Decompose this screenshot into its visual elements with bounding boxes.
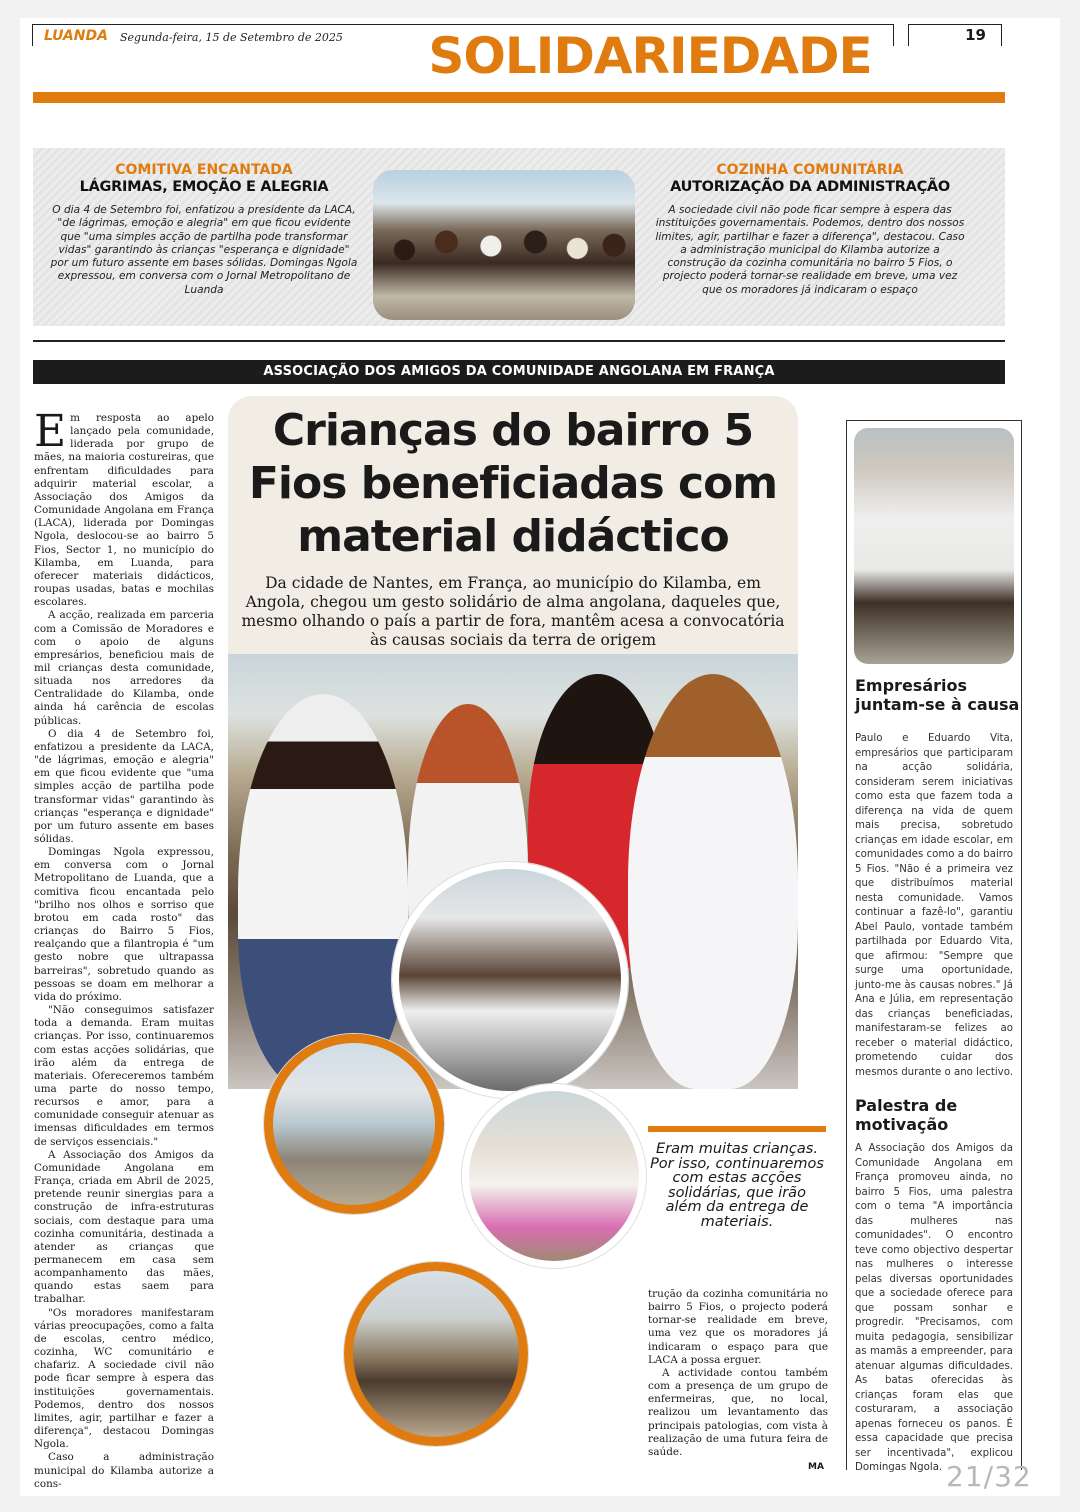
author-signature: MA	[808, 1462, 824, 1472]
article-paragraph: Caso a administração municipal do Kilamba autorize a cons-	[34, 1451, 214, 1490]
section-rule	[33, 340, 1005, 342]
sidebar-photo	[854, 428, 1014, 664]
article-paragraph: O dia 4 de Setembro foi, enfatizou a presidente da LACA, "de lágrimas, emoção e alegria" em que ficou evidente que "uma simples acção de partilha pode transformar vidas" garantindo às crianças "esperança e dignidade" por um futuro assente em bases sólidas.	[34, 727, 214, 845]
article-paragraph: A actividade contou também com a presença de um grupo de enfermeiras, que, no local, realizou um levantamento das principais patologias, com vista à realização de uma futura feira de saúde.	[648, 1366, 828, 1458]
article-paragraph: trução da cozinha comunitária no bairro 5 Fios, o projecto poderá tornar-se realidade em breve, uma vez que os moradores já indicaram o espaço para que LACA a possa erguer.	[648, 1288, 828, 1366]
circle-photo-banner	[264, 1034, 444, 1214]
teaser-body: A sociedade civil não pode ficar sempre à espera das instituições governamentais. Podemos, dentro dos nossos limites, agir, partilhar e fazer a diferença", destacou. Caso a administração municipal do Kilamba autorize a construção da cozinha comunitária no bairro 5 Fios, o projecto poderá tornar-se realidade em breve, uma vez que os moradores já indicaram o espaço	[655, 204, 965, 296]
section-bar: ASSOCIAÇÃO DOS AMIGOS DA COMUNIDADE ANGOLANA EM FRANÇA	[33, 360, 1005, 384]
dropcap: E	[34, 406, 67, 457]
teaser-right	[655, 162, 965, 297]
article-lead: Da cidade de Nantes, em França, ao município do Kilamba, em Angola, chegou um gesto solidário de alma angolana, daqueles que, mesmo olhando o país a partir de fora, mantêm acesa a convocatória às causas sociais da terra de origem	[241, 574, 785, 649]
pull-quote: Eram muitas crianças. Por isso, continuaremos com estas acções solidárias, que irão além da entrega de materiais.	[650, 1141, 824, 1230]
article-column-left	[34, 406, 214, 1490]
header-accent-bar	[33, 92, 1005, 103]
sidebar-body: Paulo e Eduardo Vita, empresários que participaram na acção solidária, consideram serem iniciativas como esta que fazem toda a diferença na vida de quem mais precisa, sobretudo crianças em idade escolar, em comunidades como a do bairro 5 Fios. "Não é a primeira vez que distribuímos material nesta comunidade. Vamos continuar a fazê-lo", garantiu Abel Paulo, vontade também partilhada por Eduardo Vita, que afirmou: "Sempre que surge uma oportunidade, junto-me às causas nobres." Já Ana e Júlia, em representação das crianças beneficiadas, manifestaram-se felizes ao receber o material didáctico, prometendo cuidar dos mesmos durante o ano lectivo.	[855, 733, 1014, 1078]
article-paragraph: A acção, realizada em parceria com a Comissão de Moradores e com o apoio de alguns empresários, beneficiou mais de mil crianças desta comunidade, situada nos arredores da Centralidade do Kilamba, onde ainda há carência de escolas públicas.	[34, 609, 214, 727]
article-paragraph: "Não conseguimos satisfazer toda a demanda. Eram muitas crianças. Por isso, continuaremos com estas acções solidárias, que irão além da entrega de materiais. Ofereceremos também uma parte do nosso tempo, recursos e amor, para a comunidade conseguir atenuar as imensas dificuldades em termos de serviços essenciais."	[34, 1004, 214, 1148]
article-paragraph: Domingas Ngola expressou, em conversa com o Jornal Metropolitano de Luanda, que a comitiva ficou encantada pelo "brilho nos olhos e sorriso que brotou em cada rosto" das crianças do Bairro 5 Fios, realçando que a filantropia é "um gesto nobre que ultrapassa barreiras", sobretudo quando as pessoas se doam em melhorar a vida do próximo.	[34, 846, 214, 1003]
teaser-kicker: COZINHA COMUNITÁRIA	[716, 162, 904, 178]
section-title: SOLIDARIEDADE	[428, 27, 872, 85]
teaser-group-photo	[373, 170, 635, 320]
circle-photo-crowd	[344, 1262, 528, 1446]
sidebar-body: A Associação dos Amigos da Comunidade Angolana em França promoveu ainda, no bairro 5 Fios, uma palestra com o tema "A importância das mulheres nas comunidades". O encontro teve como objectivo despertar nas mulheres o interesse pelas diversas oportunidades que a sociedade oferece para que possam sonhar e progredir. "Precisamos, com muita pedagogia, sensibilizar as mamãs a empreender, para atenuar algumas dificuldades. As batas oferecidas às crianças foram elas que costuraram, a associação apenas forneceu os panos. É essa capacidade que precisa ser incentivada", explicou Domingas Ngola.	[855, 1143, 1013, 1473]
teaser-left	[49, 162, 359, 297]
sidebar-heading: Empresários juntam-se à causa	[855, 676, 1020, 714]
page-number: 19	[965, 26, 986, 44]
circle-photo-backpack	[462, 1084, 646, 1268]
page-indicator: 21/32	[946, 1460, 1032, 1493]
article-paragraph: Em resposta ao apelo lançado pela comunidade, liderada por grupo de mães, na maioria costureiras, que enfrentam dificuldades para adquirir material escolar, a Associação dos Amigos da Comunidade Angolana em França (LACA), liderada por Domingas Ngola, deslocou-se ao bairro 5 Fios, Sector 1, no município do Kilamba, em Luanda, para oferecer materiais didácticos, roupas usadas, batas e mochilas escolares.	[34, 406, 214, 609]
pull-quote-bar	[648, 1126, 826, 1132]
header-date: Segunda-feira, 15 de Setembro de 2025	[120, 31, 343, 44]
circle-photo-distribution	[392, 862, 628, 1098]
article-paragraph: A Associação dos Amigos da Comunidade Angolana em França, criada em Abril de 2025, pretende reunir sinergias para a construção de infra-estruturas sociais, com destaque para uma cozinha comunitária, destinada a atender as crianças que permanecem em casa sem acompanhamento das mães, quando estas saem para trabalhar.	[34, 1148, 214, 1306]
header-city: LUANDA	[44, 28, 108, 44]
article-title: Crianças do bairro 5 Fios beneficiadas com material didáctico	[248, 405, 778, 562]
teaser-body: O dia 4 de Setembro foi, enfatizou a presidente da LACA, "de lágrimas, emoção e alegria" em que ficou evidente que "uma simples acção de partilha pode transformar vidas" garantindo às crianças "esperança e dignidade" por um futuro assente em bases sólidas. Domingas Ngola expressou, em conversa com o Jornal Metropolitano de Luanda	[50, 204, 358, 296]
teaser-headline: AUTORIZAÇÃO DA ADMINISTRAÇÃO	[670, 179, 950, 195]
teaser-band	[33, 148, 1005, 326]
teaser-headline: LÁGRIMAS, EMOÇÃO E ALEGRIA	[79, 179, 329, 195]
article-paragraph: "Os moradores manifestaram várias preocupações, como a falta de escolas, centro médico, cozinha, WC comunitário e chafariz. A sociedade civil não pode ficar sempre à espera das instituições governamentais. Podemos, dentro dos nossos limites, agir, partilhar e fazer a diferença", destacou Domingas Ngola.	[34, 1306, 214, 1451]
teaser-kicker: COMITIVA ENCANTADA	[115, 162, 293, 178]
sidebar-heading: Palestra de motivação	[855, 1096, 958, 1134]
article-column-continuation	[648, 1288, 828, 1459]
